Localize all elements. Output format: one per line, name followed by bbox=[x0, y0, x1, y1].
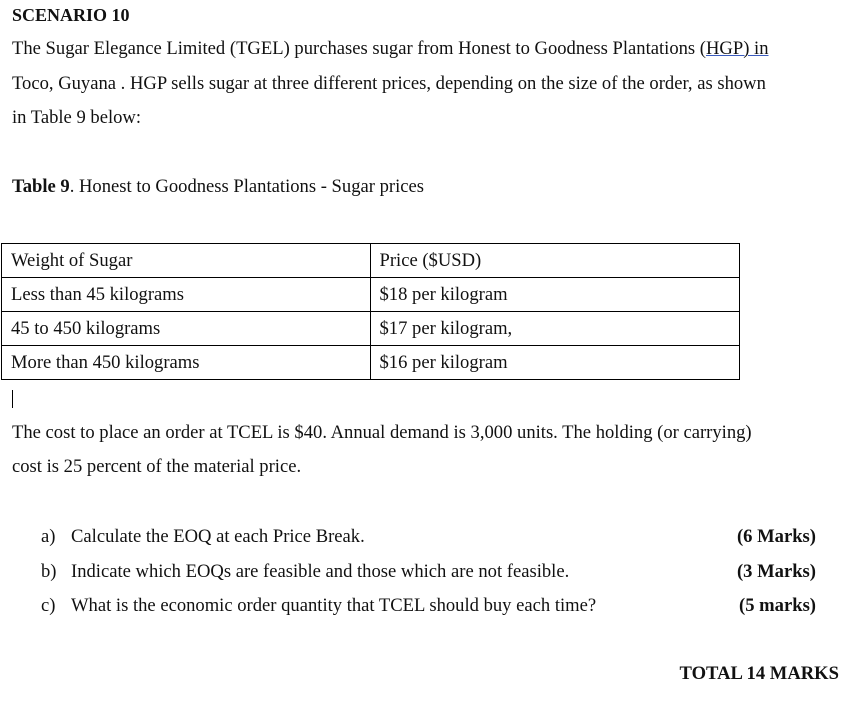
cost-line-1: The cost to place an order at TCEL is $40. Annual demand is 3,000 units. The holding (or carrying) bbox=[12, 422, 752, 443]
question-a-marks: (6 Marks) bbox=[736, 526, 816, 547]
question-c-letter: c) bbox=[41, 595, 56, 616]
table-caption-label: Table 9 bbox=[12, 176, 70, 197]
table-header-row bbox=[2, 244, 740, 278]
sugar-price-table bbox=[1, 243, 740, 380]
question-a-text: Calculate the EOQ at each Price Break. bbox=[71, 526, 365, 547]
intro-line-1 bbox=[12, 32, 769, 67]
question-a-letter: a) bbox=[41, 526, 56, 547]
intro-line-2: Toco, Guyana . HGP sells sugar at three different prices, depending on the size of the order, as shown bbox=[12, 73, 766, 94]
table-cell-weight: 45 to 450 kilograms bbox=[2, 312, 371, 346]
table-row bbox=[2, 278, 740, 312]
table-cell-price: $18 per kilogram bbox=[370, 278, 740, 312]
text-cursor bbox=[12, 390, 13, 408]
question-b-text: Indicate which EOQs are feasible and those which are not feasible. bbox=[71, 561, 570, 582]
table-row bbox=[2, 312, 740, 346]
table-cell-weight: More than 450 kilograms bbox=[2, 346, 371, 380]
table-cell-price: $16 per kilogram bbox=[370, 346, 740, 380]
table-cell-weight: Less than 45 kilograms bbox=[2, 278, 371, 312]
question-c-marks: (5 marks) bbox=[739, 595, 816, 616]
table-caption-text: . Honest to Goodness Plantations - Sugar prices bbox=[69, 176, 424, 197]
intro-line-1-text: The Sugar Elegance Limited (TGEL) purchases sugar from Honest to Goodness Plantations ( bbox=[12, 38, 706, 59]
question-b-marks: (3 Marks) bbox=[736, 561, 816, 582]
table-row bbox=[2, 346, 740, 380]
question-c-text: What is the economic order quantity that TCEL should buy each time? bbox=[71, 595, 597, 616]
table-header-weight: Weight of Sugar bbox=[2, 244, 371, 278]
intro-line-3: in Table 9 below: bbox=[12, 107, 142, 128]
cost-line-2: cost is 25 percent of the material price. bbox=[12, 456, 302, 477]
question-b-letter: b) bbox=[41, 561, 57, 582]
table-cell-price: $17 per kilogram, bbox=[370, 312, 740, 346]
table-caption bbox=[12, 176, 424, 198]
table-header-price: Price ($USD) bbox=[370, 244, 740, 278]
scenario-heading: SCENARIO 10 bbox=[12, 5, 130, 25]
total-marks: TOTAL 14 MARKS bbox=[679, 663, 839, 684]
hgp-link-text: HGP) in bbox=[706, 38, 769, 59]
